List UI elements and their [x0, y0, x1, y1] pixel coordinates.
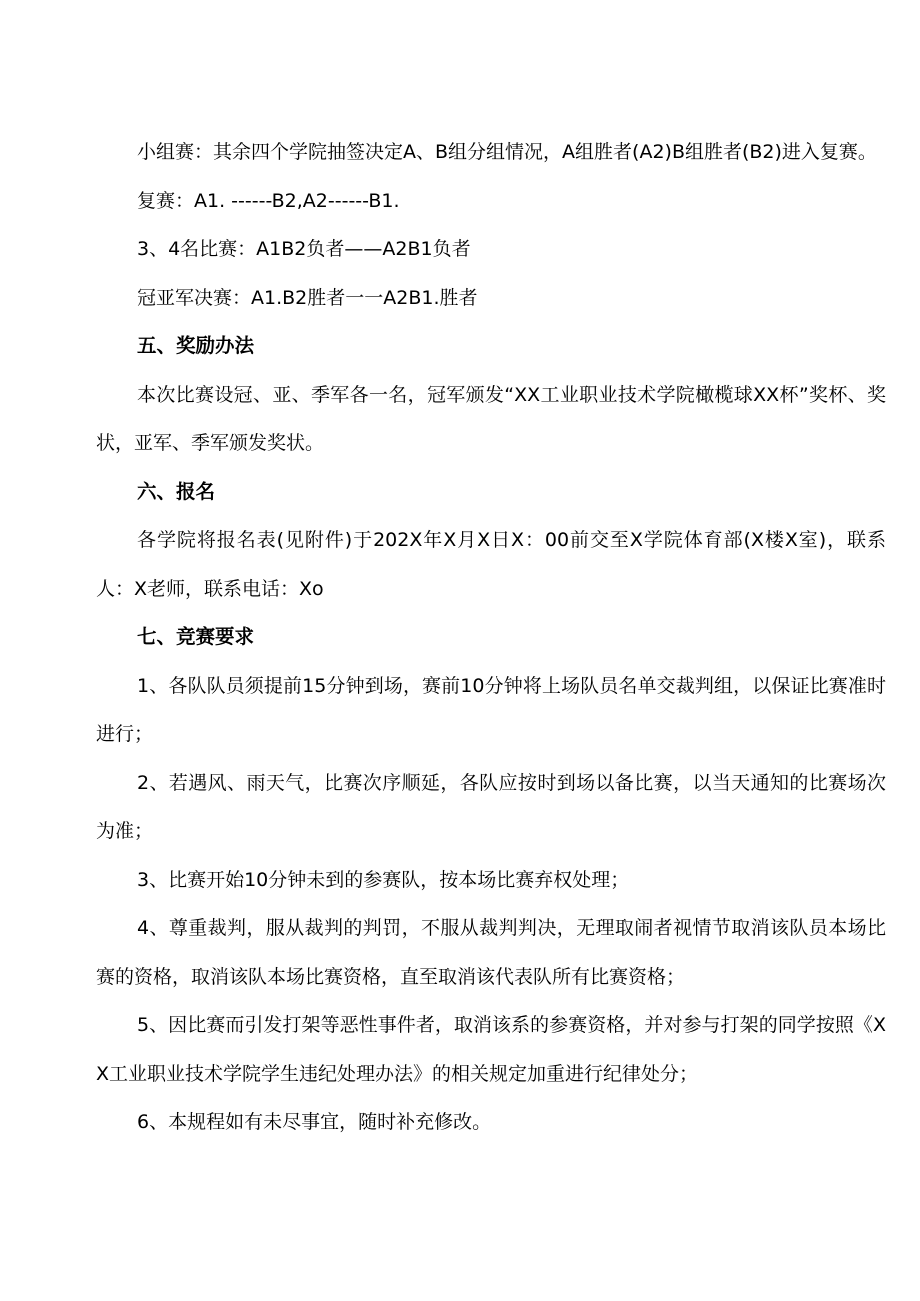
paragraph-final-match: 冠亚军决赛：A1.B2胜者一一A2B1.胜者 — [137, 286, 478, 309]
paragraph-group-stage: 小组赛：其余四个学院抽签决定A、B组分组情况，A组胜者(A2)B组胜者(B2)进入复赛。 — [137, 141, 877, 163]
paragraph-registration: 各学院将报名表(见附件)于202X年X月X日X：00前交至X学院体育部(X楼X室)，联系人：X老师，联系电话：Xo — [96, 529, 886, 600]
paragraph-requirement-2: 2、若遇风、雨天气，比赛次序顺延，各队应按时到场以备比赛，以当天通知的比赛场次为准； — [96, 771, 886, 842]
heading-competition-requirements: 七、竞赛要求 — [137, 625, 255, 648]
document-body — [96, 128, 886, 1147]
paragraph-requirement-1: 1、各队队员须提前15分钟到场，赛前10分钟将上场队员名单交裁判组，以保证比赛准时进行； — [96, 674, 886, 745]
paragraph-requirement-3: 3、比赛开始10分钟未到的参赛队，按本场比赛弃权处理； — [137, 868, 630, 891]
paragraph-requirement-6: 6、本规程如有未尽事宜，随时补充修改。 — [137, 1111, 492, 1133]
heading-rewards: 五、奖励办法 — [137, 334, 255, 357]
paragraph-semifinal: 复赛：A1. ------B2,A2------B1. — [137, 189, 400, 212]
heading-registration: 六、报名 — [137, 479, 216, 503]
paragraph-requirement-5: 5、因比赛而引发打架等恶性事件者，取消该系的参赛资格，并对参与打架的同学按照《XX工业职业技术学院学生违纪处理办法》的相关规定加重进行纪律处分； — [96, 1014, 886, 1085]
paragraph-third-place-match: 3、4名比赛：A1B2负者——A2B1负者 — [137, 238, 471, 260]
paragraph-requirement-4: 4、尊重裁判，服从裁判的判罚，不服从裁判判决，无理取闹者视情节取消该队员本场比赛的资格，取消该队本场比赛资格，直至取消该代表队所有比赛资格； — [96, 917, 886, 988]
paragraph-rewards: 本次比赛设冠、亚、季军各一名，冠军颁发“XX工业职业技术学院橄榄球XX杯”奖杯、奖状，亚军、季军颁发奖状。 — [96, 383, 886, 454]
